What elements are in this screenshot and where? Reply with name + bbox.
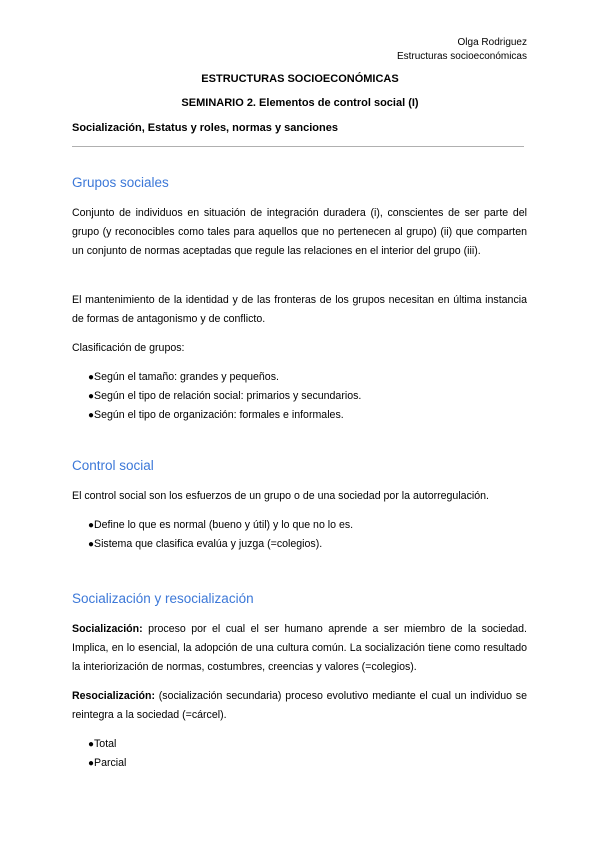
paragraph-grupos-definicion: Conjunto de individuos en situación de integración duradera (i), conscientes de ser parte del grupo (y reconocibles como tales para aquellos que no pertenecen al grupo) (ii) que comparten un conjunto de normas aceptadas que regule las relaciones en el interior del grupo (iii). [72,207,527,258]
list-clasificacion-grupos [72,368,361,426]
paragraph-socializacion: Socialización: proceso por el cual el ser humano aprende a ser miembro de la sociedad. Implica, en lo esencial, la adopción de una cultura común. La socialización tiene como resultado la interiorización de normas, costumbres, creencias y valores (=colegios). [72,623,527,674]
bullet-icon: ● [88,391,95,403]
list-item: ● Define lo que es normal (bueno y útil) y lo que no lo es. [72,516,353,535]
heading-control-social: Control social [72,458,154,473]
paragraph-resocializacion: Resocialización: (socialización secundaria) proceso evolutivo mediante el cual un individuo se reintegra a la sociedad (=cárcel). [72,690,527,722]
paragraph-control-social: El control social son los esfuerzos de un grupo o de una sociedad por la autorregulación. [72,490,489,502]
bullet-icon: ● [88,372,95,383]
document-subtitle: Socialización, Estatus y roles, normas y sanciones [72,122,338,134]
list-item: ● Según el tamaño: grandes y pequeños. [72,368,361,387]
list-resocializacion [72,735,126,773]
term-resocializacion: Resocialización: [72,690,156,702]
bullet-icon: ● [88,739,95,750]
document-title: ESTRUCTURAS SOCIOECONÓMICAS [201,73,399,85]
list-item: ● Según el tipo de relación social: primarios y secundarios. [72,387,361,406]
list-item: ● Según el tipo de organización: formales e informales. [72,406,361,425]
seminar-title: SEMINARIO 2. Elementos de control social (I) [181,97,419,109]
horizontal-divider [72,146,524,147]
bullet-icon: ● [88,520,95,531]
list-item: ● Total [72,735,126,754]
header-course: Estructuras socioeconómicas [396,51,527,62]
paragraph-clasificacion: Clasificación de grupos: [72,342,185,354]
heading-socializacion: Socialización y resocialización [72,591,254,606]
list-item: ● Sistema que clasifica evalúa y juzga (=colegios). [72,535,353,554]
term-socializacion: Socialización: [72,623,143,635]
list-item: ● Parcial [72,754,126,773]
header-author: Olga Rodriguez [457,37,527,48]
page-header [397,36,527,64]
heading-grupos-sociales: Grupos sociales [72,175,169,190]
bullet-icon: ● [88,410,95,422]
list-control-social [72,516,353,554]
bullet-icon: ● [88,539,95,551]
bullet-icon: ● [88,758,95,770]
paragraph-grupos-mantenimiento: El mantenimiento de la identidad y de las fronteras de los grupos necesitan en última instancia de formas de antagonismo y de conflicto. [72,294,527,326]
